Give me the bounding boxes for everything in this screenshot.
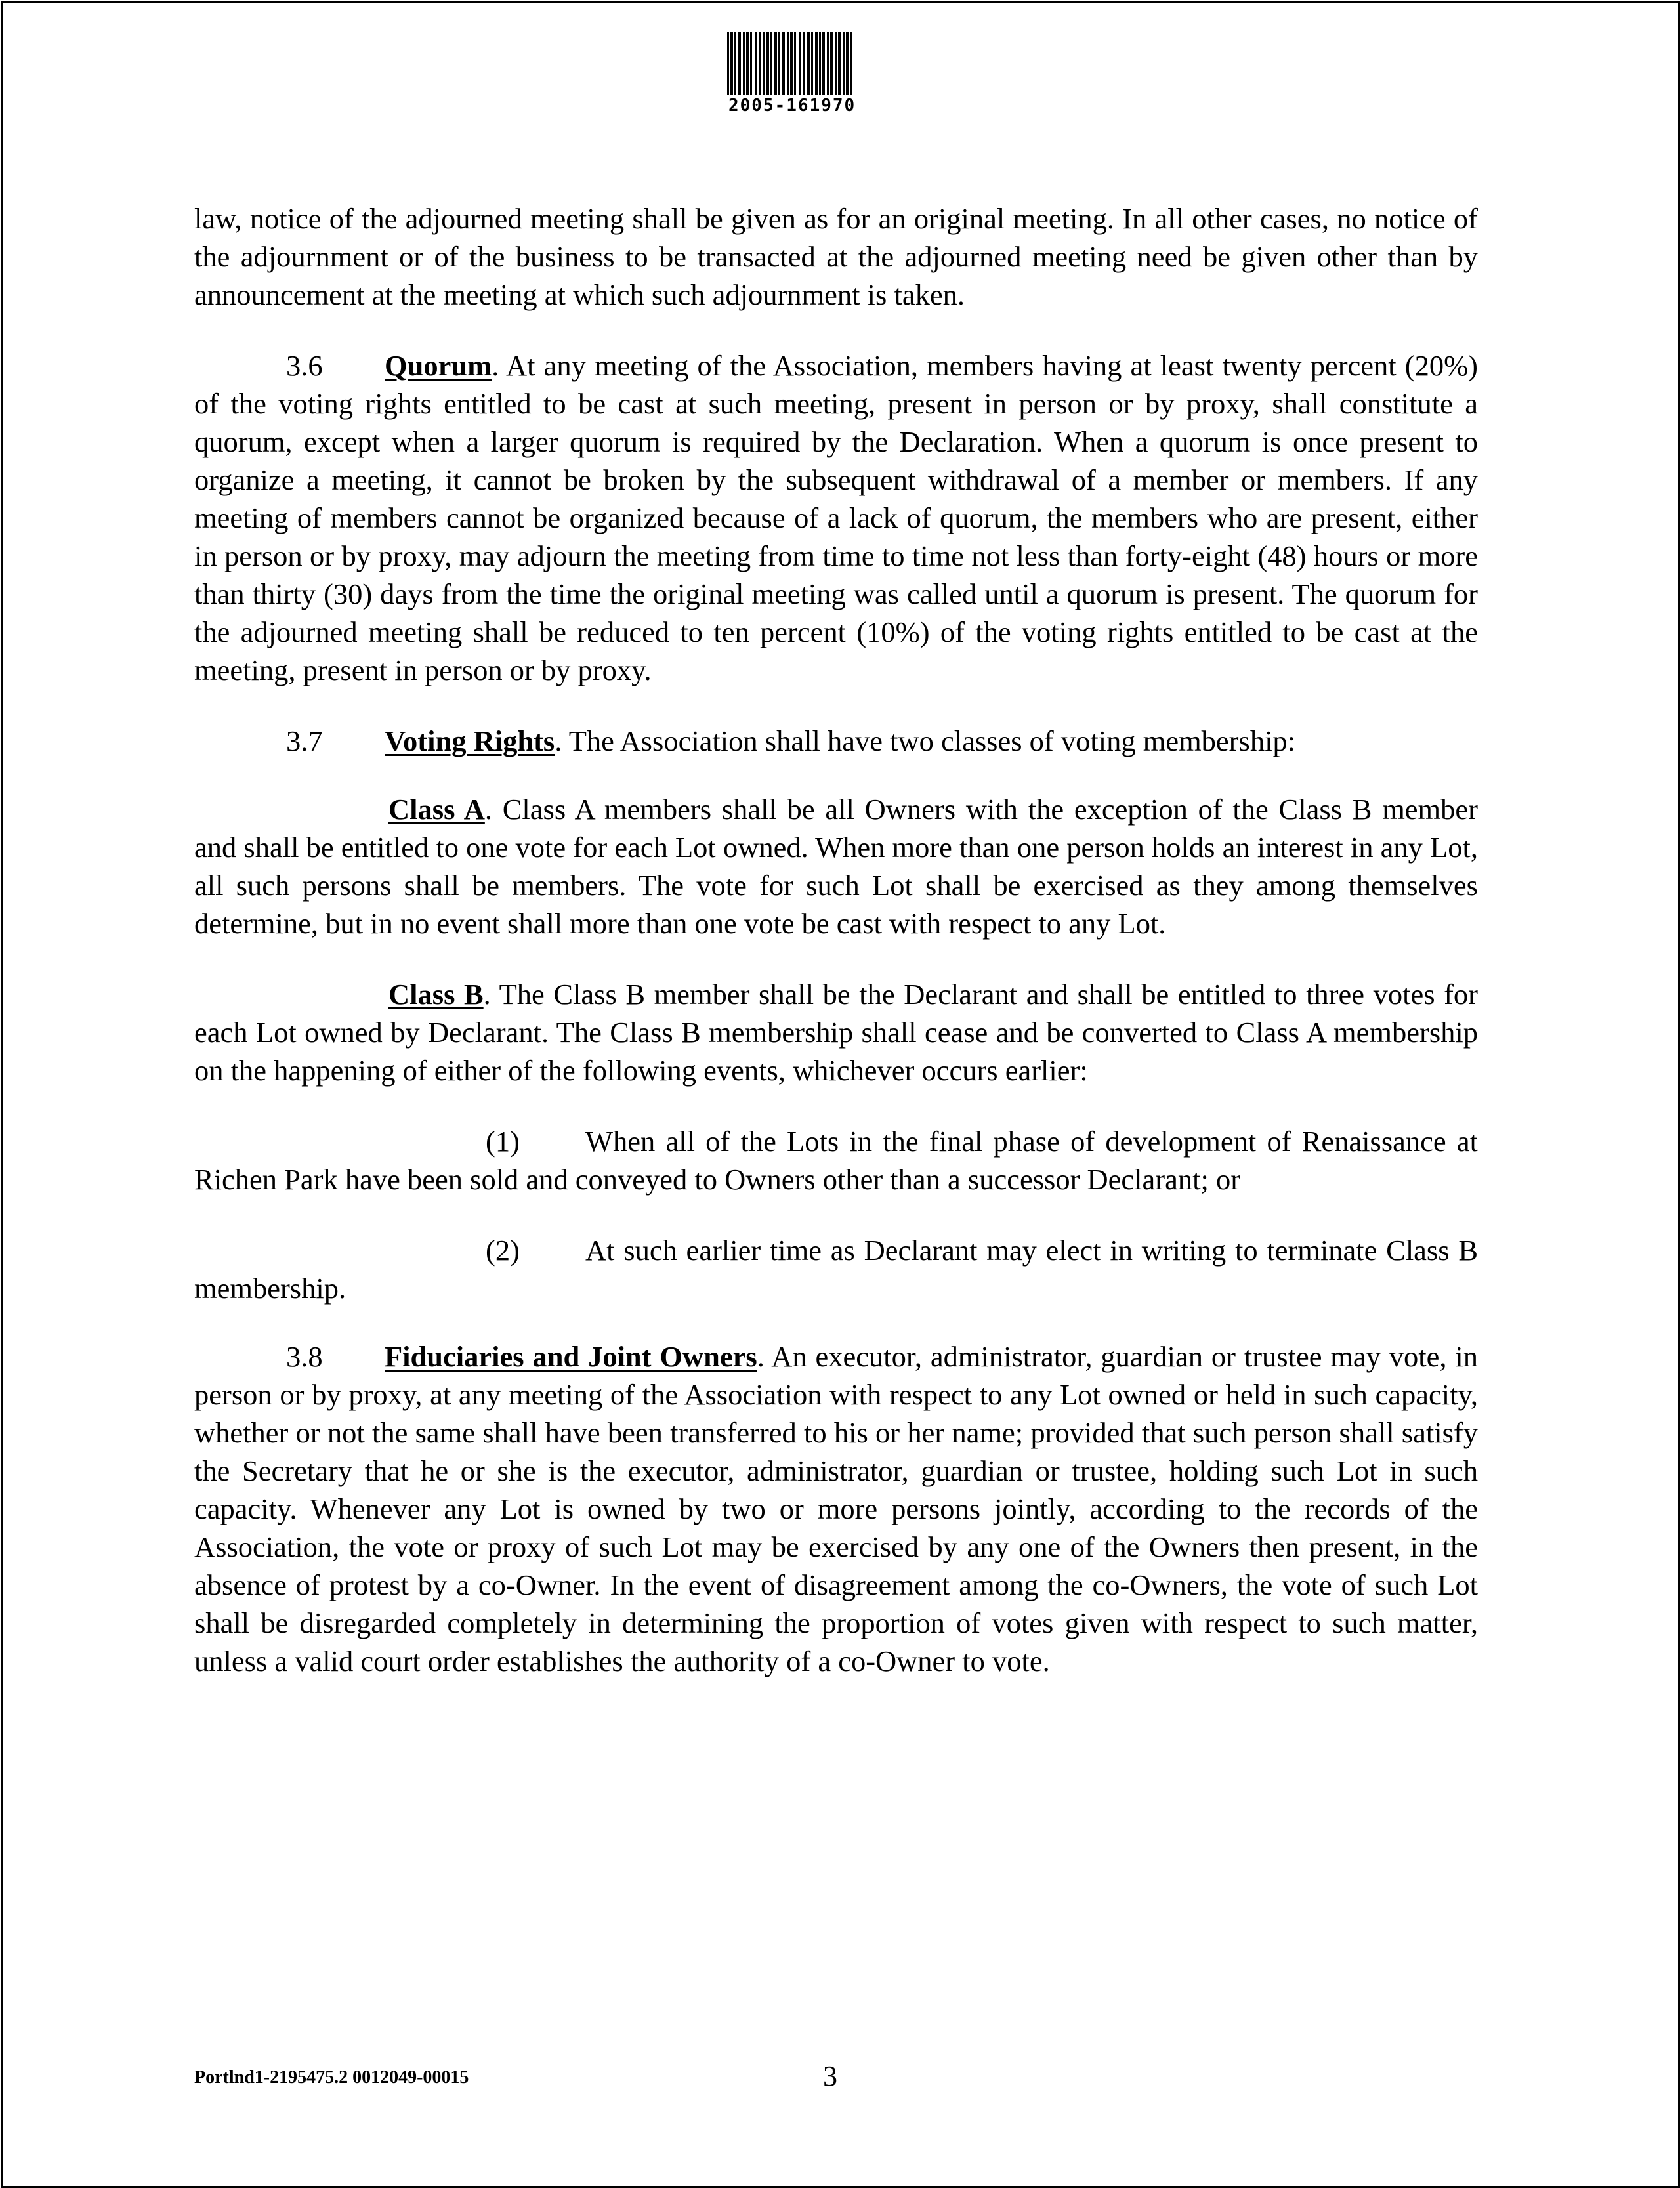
section-text: . At any meeting of the Association, members having at least twenty percent (20%) of the voting rights entitled to be cast at such meeting, present in person or by proxy, shall constitute a quorum, except when a larger quorum is required by the Declaration. When a quorum is once present to organize a meeting, it cannot be broken by the subsequent withdrawal of a member or members. If any meeting of members cannot be organized because of a lack of quorum, the members who are present, either in person or by proxy, may adjourn the meeting from time to time not less than forty-eight (48) hours or more than thirty (30) days from the time the original meeting was called until a quorum is present. The quorum for the adjourned meeting shall be reduced to ten percent (10%) of the voting rights entitled to be cast at the meeting, present in person or by proxy. [194,349,1478,686]
barcode-number: 2005-161970 [728,96,856,116]
list-item-2 [194,1231,1478,1307]
document-body [194,200,1478,1713]
barcode-image [727,32,1029,95]
continuation-paragraph: law, notice of the adjourned meeting shall be given as for an original meeting. In all other cases, no notice of the adjournment or of the business to be transacted at the adjourned meeting need be given other than by announcement at the meeting at which such adjournment is taken. [194,202,1478,311]
section-3-6 [194,347,1478,689]
list-item-1 [194,1122,1478,1198]
section-number: 3.6 [286,349,323,382]
footer-document-id: Portlnd1-2195475.2 0012049-00015 [194,2067,469,2088]
section-number: 3.7 [286,725,323,757]
class-b-text: . The Class B member shall be the Declarant and shall be entitled to three votes for each Lot owned by Declarant. The Class B membership shall cease and be converted to Class A membership on the happening of either of the following events, whichever occurs earlier: [194,978,1479,1087]
section-3-8 [194,1337,1478,1680]
class-a-paragraph [194,790,1478,942]
section-text: . The Association shall have two classes of voting membership: [555,725,1296,757]
section-number: 3.8 [286,1340,323,1373]
section-heading-fiduciaries: Fiduciaries and Joint Owners [385,1340,757,1373]
page-number: 3 [823,2060,837,2092]
section-heading-voting-rights: Voting Rights [385,725,555,757]
section-3-7 [194,722,1478,760]
list-item-number: (2) [486,1234,520,1267]
list-item-text: When all of the Lots in the final phase of development of Renaissance at Richen Park have been sold and conveyed to Owners other than a successor Declarant; or [194,1125,1478,1196]
class-a-text: . Class A members shall be all Owners with the exception of the Class B member and shall be entitled to one vote for each Lot owned. When more than one person holds an interest in any Lot, all such persons shall be members. The vote for such Lot shall be exercised as they among themselves determine, but in no event shall more than one vote be cast with respect to any Lot. [194,793,1478,940]
section-text: . An executor, administrator, guardian or trustee may vote, in person or by proxy, at any meeting of the Association with respect to any Lot owned or held in such capacity, whether or not the same shall have been transferred to his or her name; provided that such person shall satisfy the Secretary that he or she is the executor, administrator, guardian or trustee, holding such Lot in such capacity. Whenever any Lot is owned by two or more persons jointly, according to the records of the Association, the vote or proxy of such Lot may be exercised by any one of the Owners then present, in the absence of protest by a co-Owner. In the event of disagreement among the co-Owners, the vote of such Lot shall be disregarded completely in determining the proportion of votes given with respect to such matter, unless a valid court order establishes the authority of a co-Owner to vote. [194,1340,1478,1677]
barcode-block [727,32,1029,116]
class-a-heading: Class A [388,793,485,826]
list-item-text: At such earlier time as Declarant may elect in writing to terminate Class B membership. [194,1234,1478,1305]
section-heading-quorum: Quorum [385,349,492,382]
list-item-number: (1) [486,1125,520,1158]
class-b-paragraph [194,975,1478,1089]
class-b-heading: Class B [388,978,484,1011]
